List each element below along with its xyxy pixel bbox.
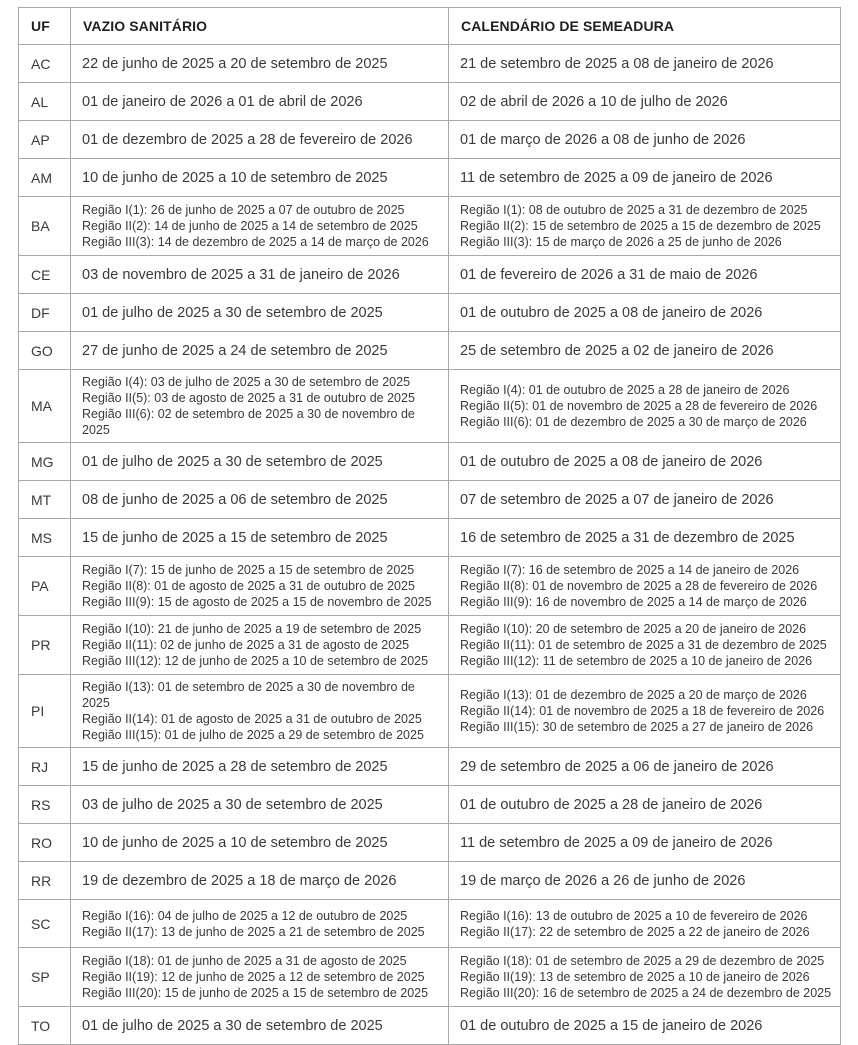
table-row bbox=[19, 786, 841, 824]
table-row bbox=[19, 256, 841, 294]
table-row bbox=[19, 748, 841, 786]
uf-cell: AP bbox=[19, 121, 71, 159]
table-row bbox=[19, 1007, 841, 1045]
calendario-semeadura-cell bbox=[449, 443, 841, 481]
uf-cell: PR bbox=[19, 616, 71, 675]
date-range-line: Região II(19): 13 de setembro de 2025 a 10 de janeiro de 2026 bbox=[460, 970, 810, 984]
vazio-sanitario-cell bbox=[71, 1007, 449, 1045]
vazio-sanitario-cell bbox=[71, 294, 449, 332]
vazio-sanitario-cell bbox=[71, 256, 449, 294]
uf-cell: RO bbox=[19, 824, 71, 862]
date-range-line: 16 de setembro de 2025 a 31 de dezembro de 2025 bbox=[460, 529, 795, 546]
date-range-line: Região II(2): 15 de setembro de 2025 a 15 de dezembro de 2025 bbox=[460, 219, 821, 233]
date-range-line: 27 de junho de 2025 a 24 de setembro de 2025 bbox=[82, 342, 388, 359]
calendario-semeadura-cell bbox=[449, 332, 841, 370]
calendario-semeadura-cell bbox=[449, 197, 841, 256]
calendario-semeadura-cell bbox=[449, 862, 841, 900]
sowing-calendar-table bbox=[18, 7, 841, 1045]
uf-cell: MT bbox=[19, 481, 71, 519]
date-range-line: Região III(15): 01 de julho de 2025 a 29 de setembro de 2025 bbox=[82, 728, 424, 742]
table-row bbox=[19, 294, 841, 332]
uf-cell: RS bbox=[19, 786, 71, 824]
calendario-semeadura-cell bbox=[449, 45, 841, 83]
vazio-sanitario-cell bbox=[71, 786, 449, 824]
vazio-sanitario-cell bbox=[71, 519, 449, 557]
date-range-line: 10 de junho de 2025 a 10 de setembro de 2025 bbox=[82, 834, 388, 851]
date-range-line: Região II(17): 22 de setembro de 2025 a 22 de janeiro de 2026 bbox=[460, 924, 810, 939]
vazio-sanitario-cell bbox=[71, 616, 449, 675]
calendario-semeadura-cell bbox=[449, 1007, 841, 1045]
date-range-line: Região I(7): 15 de junho de 2025 a 15 de setembro de 2025 bbox=[82, 563, 415, 577]
table-row bbox=[19, 121, 841, 159]
date-range-line: 01 de dezembro de 2025 a 28 de fevereiro de 2026 bbox=[82, 131, 413, 148]
calendario-semeadura-cell bbox=[449, 370, 841, 443]
vazio-sanitario-cell bbox=[71, 824, 449, 862]
calendario-semeadura-cell bbox=[449, 675, 841, 748]
date-range-line: Região I(18): 01 de setembro de 2025 a 29 de dezembro de 2025 bbox=[460, 954, 825, 968]
calendario-semeadura-cell bbox=[449, 121, 841, 159]
date-range-line: 01 de outubro de 2025 a 15 de janeiro de 2026 bbox=[460, 1017, 763, 1034]
uf-cell: MG bbox=[19, 443, 71, 481]
table-body bbox=[19, 45, 841, 1045]
date-range-line: Região II(11): 02 de junho de 2025 a 31 de agosto de 2025 bbox=[82, 638, 410, 652]
date-range-line: 01 de julho de 2025 a 30 de setembro de 2025 bbox=[82, 1017, 383, 1034]
date-range-line: Região III(6): 01 de dezembro de 2025 a 30 de março de 2026 bbox=[460, 415, 807, 429]
date-range-line: Região III(12): 11 de setembro de 2025 a 10 de janeiro de 2026 bbox=[460, 654, 813, 668]
header-vazio-sanitario: VAZIO SANITÁRIO bbox=[71, 8, 449, 45]
calendario-semeadura-cell bbox=[449, 519, 841, 557]
date-range-line: 01 de outubro de 2025 a 28 de janeiro de 2026 bbox=[460, 796, 763, 813]
date-range-line: Região II(17): 13 de junho de 2025 a 21 de setembro de 2025 bbox=[82, 924, 425, 939]
calendario-semeadura-cell bbox=[449, 557, 841, 616]
calendario-semeadura-cell bbox=[449, 481, 841, 519]
date-range-line: Região I(1): 26 de junho de 2025 a 07 de outubro de 2025 bbox=[82, 203, 405, 217]
vazio-sanitario-cell bbox=[71, 45, 449, 83]
date-range-line: 11 de setembro de 2025 a 09 de janeiro de 2026 bbox=[460, 169, 773, 186]
vazio-sanitario-cell bbox=[71, 862, 449, 900]
vazio-sanitario-cell bbox=[71, 332, 449, 370]
header-uf: UF bbox=[19, 8, 71, 45]
uf-cell: SP bbox=[19, 948, 71, 1007]
date-range-line: Região I(16): 13 de outubro de 2025 a 10 de fevereiro de 2026 bbox=[460, 908, 808, 923]
date-range-line: Região III(20): 16 de setembro de 2025 a 24 de dezembro de 2025 bbox=[460, 986, 832, 1000]
date-range-line: 29 de setembro de 2025 a 06 de janeiro de 2026 bbox=[460, 758, 774, 775]
date-range-line: 07 de setembro de 2025 a 07 de janeiro de 2026 bbox=[460, 491, 774, 508]
vazio-sanitario-cell bbox=[71, 481, 449, 519]
date-range-line: Região I(4): 03 de julho de 2025 a 30 de setembro de 2025 bbox=[82, 375, 411, 389]
table-row bbox=[19, 197, 841, 256]
vazio-sanitario-cell bbox=[71, 948, 449, 1007]
table-row bbox=[19, 45, 841, 83]
date-range-line: Região I(10): 21 de junho de 2025 a 19 de setembro de 2025 bbox=[82, 622, 422, 636]
date-range-line: Região I(10): 20 de setembro de 2025 a 20 de janeiro de 2026 bbox=[460, 622, 807, 636]
vazio-sanitario-cell bbox=[71, 370, 449, 443]
uf-cell: BA bbox=[19, 197, 71, 256]
uf-cell: DF bbox=[19, 294, 71, 332]
date-range-line: Região II(14): 01 de novembro de 2025 a 18 de fevereiro de 2026 bbox=[460, 704, 825, 718]
date-range-line: Região I(4): 01 de outubro de 2025 a 28 de janeiro de 2026 bbox=[460, 383, 790, 397]
date-range-line: 08 de junho de 2025 a 06 de setembro de 2025 bbox=[82, 491, 388, 508]
table-row bbox=[19, 675, 841, 748]
date-range-line: 01 de janeiro de 2026 a 01 de abril de 2026 bbox=[82, 93, 363, 110]
uf-cell: TO bbox=[19, 1007, 71, 1045]
date-range-line: 03 de julho de 2025 a 30 de setembro de 2025 bbox=[82, 796, 383, 813]
table-row bbox=[19, 332, 841, 370]
date-range-line: Região II(5): 01 de novembro de 2025 a 28 de fevereiro de 2026 bbox=[460, 399, 818, 413]
vazio-sanitario-cell bbox=[71, 748, 449, 786]
date-range-line: 01 de julho de 2025 a 30 de setembro de 2025 bbox=[82, 453, 383, 470]
date-range-line: 22 de junho de 2025 a 20 de setembro de 2025 bbox=[82, 55, 388, 72]
table-row bbox=[19, 557, 841, 616]
uf-cell: AL bbox=[19, 83, 71, 121]
header-row bbox=[19, 8, 841, 45]
date-range-line: 19 de dezembro de 2025 a 18 de março de 2026 bbox=[82, 872, 397, 889]
calendario-semeadura-cell bbox=[449, 83, 841, 121]
date-range-line: Região II(5): 03 de agosto de 2025 a 31 de outubro de 2025 bbox=[82, 391, 415, 405]
uf-cell: SC bbox=[19, 900, 71, 948]
date-range-line: Região II(8): 01 de novembro de 2025 a 28 de fevereiro de 2026 bbox=[460, 579, 818, 593]
table-row bbox=[19, 900, 841, 948]
date-range-line: 10 de junho de 2025 a 10 de setembro de 2025 bbox=[82, 169, 388, 186]
uf-cell: GO bbox=[19, 332, 71, 370]
uf-cell: RJ bbox=[19, 748, 71, 786]
date-range-line: 19 de março de 2026 a 26 de junho de 2026 bbox=[460, 872, 746, 889]
date-range-line: Região III(15): 30 de setembro de 2025 a 27 de janeiro de 2026 bbox=[460, 720, 814, 734]
uf-cell: CE bbox=[19, 256, 71, 294]
date-range-line: Região III(3): 15 de março de 2026 a 25 de junho de 2026 bbox=[460, 235, 782, 249]
table-row bbox=[19, 862, 841, 900]
date-range-line: 01 de março de 2026 a 08 de junho de 2026 bbox=[460, 131, 746, 148]
date-range-line: Região III(9): 16 de novembro de 2025 a 14 de março de 2026 bbox=[460, 595, 807, 609]
date-range-line: 01 de outubro de 2025 a 08 de janeiro de 2026 bbox=[460, 304, 763, 321]
table-row bbox=[19, 616, 841, 675]
calendario-semeadura-cell bbox=[449, 159, 841, 197]
vazio-sanitario-cell bbox=[71, 121, 449, 159]
date-range-line: 25 de setembro de 2025 a 02 de janeiro de 2026 bbox=[460, 342, 774, 359]
vazio-sanitario-cell bbox=[71, 675, 449, 748]
date-range-line: Região III(9): 15 de agosto de 2025 a 15 de novembro de 2025 bbox=[82, 595, 432, 609]
date-range-line: 11 de setembro de 2025 a 09 de janeiro de 2026 bbox=[460, 834, 773, 851]
uf-cell: RR bbox=[19, 862, 71, 900]
table-row bbox=[19, 370, 841, 443]
date-range-line: 15 de junho de 2025 a 15 de setembro de 2025 bbox=[82, 529, 388, 546]
date-range-line: Região II(8): 01 de agosto de 2025 a 31 de outubro de 2025 bbox=[82, 579, 415, 593]
uf-cell: PI bbox=[19, 675, 71, 748]
date-range-line: Região I(16): 04 de julho de 2025 a 12 de outubro de 2025 bbox=[82, 908, 408, 923]
uf-cell: PA bbox=[19, 557, 71, 616]
date-range-line: Região III(6): 02 de setembro de 2025 a 30 de novembro de 2025 bbox=[82, 407, 415, 437]
date-range-line: 03 de novembro de 2025 a 31 de janeiro de 2026 bbox=[82, 266, 400, 283]
date-range-line: 01 de fevereiro de 2026 a 31 de maio de 2026 bbox=[460, 266, 758, 283]
date-range-line: Região II(11): 01 de setembro de 2025 a 31 de dezembro de 2025 bbox=[460, 638, 827, 652]
date-range-line: Região I(1): 08 de outubro de 2025 a 31 de dezembro de 2025 bbox=[460, 203, 808, 217]
calendario-semeadura-cell bbox=[449, 786, 841, 824]
uf-cell: AM bbox=[19, 159, 71, 197]
vazio-sanitario-cell bbox=[71, 197, 449, 256]
calendario-semeadura-cell bbox=[449, 256, 841, 294]
vazio-sanitario-cell bbox=[71, 557, 449, 616]
calendario-semeadura-cell bbox=[449, 616, 841, 675]
date-range-line: Região I(7): 16 de setembro de 2025 a 14 de janeiro de 2026 bbox=[460, 563, 800, 577]
date-range-line: Região II(14): 01 de agosto de 2025 a 31 de outubro de 2025 bbox=[82, 712, 422, 726]
date-range-line: Região II(19): 12 de junho de 2025 a 12 de setembro de 2025 bbox=[82, 970, 425, 984]
table-row bbox=[19, 159, 841, 197]
date-range-line: 15 de junho de 2025 a 28 de setembro de 2025 bbox=[82, 758, 388, 775]
date-range-line: 02 de abril de 2026 a 10 de julho de 2026 bbox=[460, 93, 728, 110]
date-range-line: 01 de outubro de 2025 a 08 de janeiro de 2026 bbox=[460, 453, 763, 470]
table-row bbox=[19, 824, 841, 862]
table-row bbox=[19, 481, 841, 519]
vazio-sanitario-cell bbox=[71, 159, 449, 197]
table-row bbox=[19, 519, 841, 557]
uf-cell: MS bbox=[19, 519, 71, 557]
date-range-line: Região I(18): 01 de junho de 2025 a 31 de agosto de 2025 bbox=[82, 954, 407, 968]
date-range-line: Região I(13): 01 de setembro de 2025 a 30 de novembro de 2025 bbox=[82, 680, 415, 710]
date-range-line: Região I(13): 01 de dezembro de 2025 a 20 de março de 2026 bbox=[460, 688, 807, 702]
vazio-sanitario-cell bbox=[71, 443, 449, 481]
calendario-semeadura-cell bbox=[449, 824, 841, 862]
date-range-line: Região II(2): 14 de junho de 2025 a 14 de setembro de 2025 bbox=[82, 219, 418, 233]
date-range-line: 21 de setembro de 2025 a 08 de janeiro de 2026 bbox=[460, 55, 774, 72]
uf-cell: MA bbox=[19, 370, 71, 443]
date-range-line: Região III(20): 15 de junho de 2025 a 15 de setembro de 2025 bbox=[82, 986, 429, 1000]
header-calendario-semeadura: CALENDÁRIO DE SEMEADURA bbox=[449, 8, 841, 45]
calendario-semeadura-cell bbox=[449, 748, 841, 786]
table-row bbox=[19, 948, 841, 1007]
date-range-line: 01 de julho de 2025 a 30 de setembro de 2025 bbox=[82, 304, 383, 321]
calendario-semeadura-cell bbox=[449, 294, 841, 332]
date-range-line: Região III(12): 12 de junho de 2025 a 10 de setembro de 2025 bbox=[82, 654, 429, 668]
uf-cell: AC bbox=[19, 45, 71, 83]
table-row bbox=[19, 443, 841, 481]
table-row bbox=[19, 83, 841, 121]
calendario-semeadura-cell bbox=[449, 900, 841, 948]
vazio-sanitario-cell bbox=[71, 900, 449, 948]
date-range-line: Região III(3): 14 de dezembro de 2025 a 14 de março de 2026 bbox=[82, 235, 429, 249]
vazio-sanitario-cell bbox=[71, 83, 449, 121]
calendario-semeadura-cell bbox=[449, 948, 841, 1007]
